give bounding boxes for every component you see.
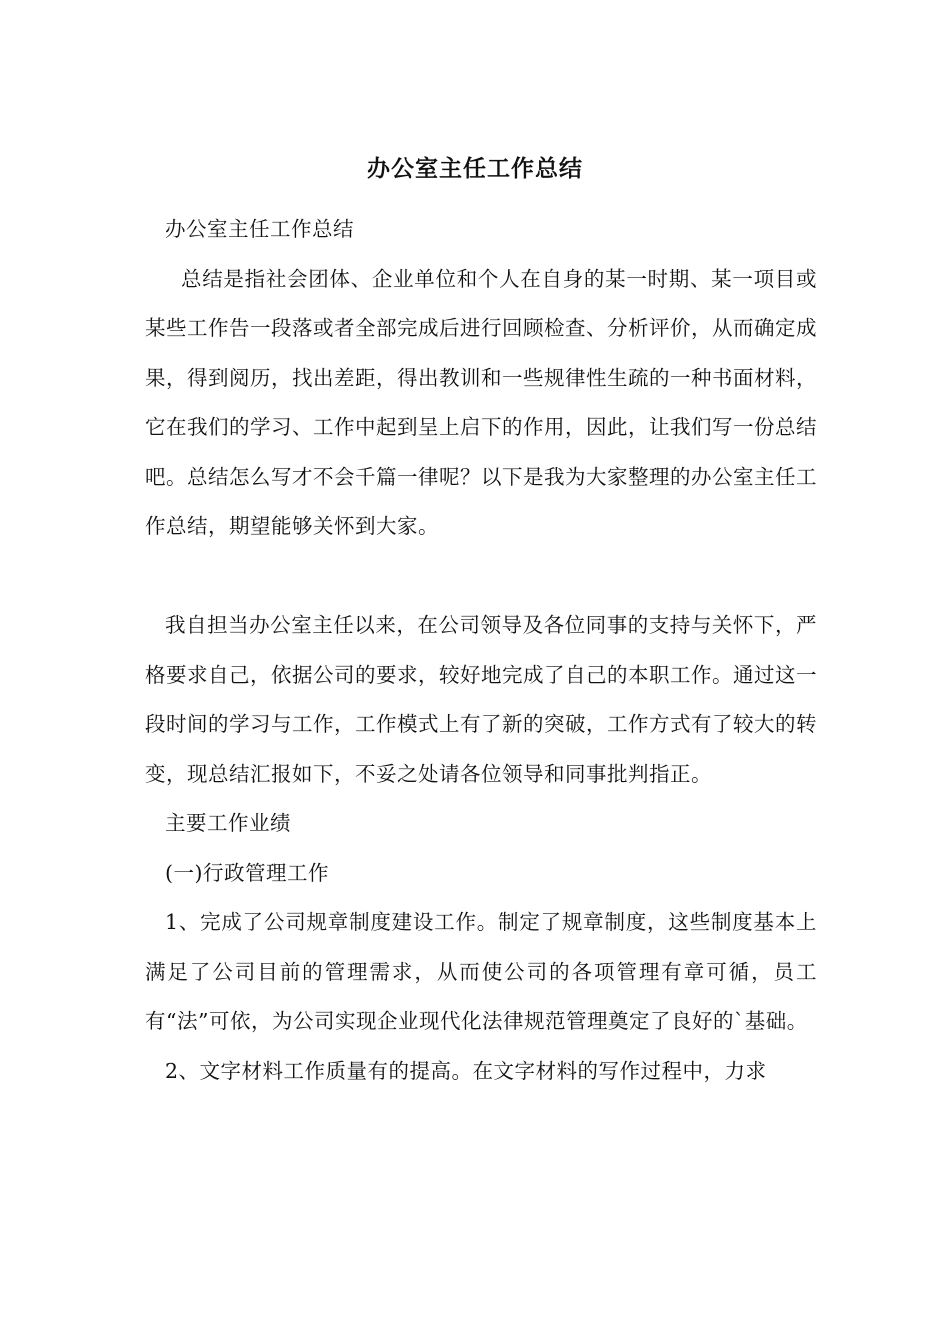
intro-paragraph: 总结是指社会团体、企业单位和个人在自身的某一时期、某一项目或某些工作告一段落或者全部完成后进行回顾检查、分析评价，从而确定成果，得到阅历，找出差距，得出教训和一些规律性生疏的一种书面材料，它在我们的学习、工作中起到呈上启下的作用，因此，让我们写一份总结吧。总结怎么写才不会千篇一律呢？以下是我为大家整理的办公室主任工作总结，期望能够关怀到大家。 — [145, 266, 817, 538]
section-heading: 主要工作业绩 — [165, 811, 291, 835]
paragraph-spacer — [145, 552, 817, 602]
subsection-heading: (一)行政管理工作 — [165, 860, 329, 885]
document-title: 办公室主任工作总结 — [367, 155, 583, 182]
item-paragraph-2: 2、文字材料工作质量有的提高。在文字材料的写作过程中，力求 — [165, 1058, 767, 1083]
document-body — [145, 205, 817, 1096]
item-paragraph-1: 1、完成了公司规章制度建设工作。制定了规章制度，这些制度基本上满足了公司目前的管理需求，从而使公司的各项管理有章可循，员工有“法”可依，为公司实现企业现代化法律规范管理奠定了良好的`基础。 — [145, 910, 817, 1033]
opening-paragraph: 我自担当办公室主任以来，在公司领导及各位同事的支持与关怀下，严格要求自己，依据公司的要求，较好地完成了自己的本职工作。通过这一段时间的学习与工作，工作模式上有了新的突破，工作方式有了较大的转变，现总结汇报如下，不妥之处请各位领导和同事批判指正。 — [145, 613, 817, 786]
subtitle-paragraph: 办公室主任工作总结 — [165, 217, 354, 241]
